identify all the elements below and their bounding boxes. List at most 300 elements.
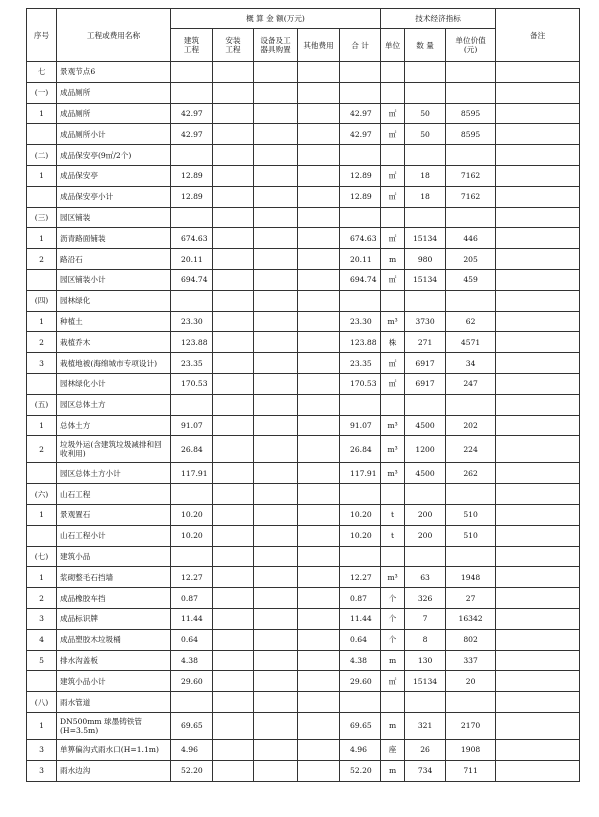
cell-equipment [254,103,298,124]
cell-name: 成品橡胶车挡 [57,588,171,609]
cell-qty: 50 [405,103,446,124]
cell-building [171,484,213,505]
cell-other [298,671,340,692]
cell-building [171,145,213,166]
cell-unit: 个 [381,588,405,609]
cell-building: 170.53 [171,373,213,394]
cell-unit-price [446,62,496,83]
cell-unit-price: 62 [446,311,496,332]
table-row [27,629,580,650]
cell-install [213,249,254,270]
cell-unit: m [381,712,405,739]
cell-building [171,82,213,103]
cell-building: 4.38 [171,650,213,671]
cell-equipment [254,82,298,103]
table-row [27,373,580,394]
cell-other [298,82,340,103]
cell-equipment [254,436,298,463]
cell-install [213,546,254,567]
cell-unit: ㎡ [381,228,405,249]
cell-other [298,629,340,650]
cell-remark [496,103,580,124]
cell-unit: m³ [381,567,405,588]
cell-seq: (六) [27,484,57,505]
cell-building: 10.20 [171,504,213,525]
cell-name: 成品厕所 [57,103,171,124]
cell-unit-price: 1908 [446,739,496,760]
cell-unit: ㎡ [381,269,405,290]
header-qty: 数 量 [405,29,446,62]
cell-unit: ㎡ [381,103,405,124]
cell-total [340,82,381,103]
cell-equipment [254,650,298,671]
cell-seq: 2 [27,332,57,353]
cell-other [298,62,340,83]
cell-name: DN500mm 球墨铸铁管(H=3.5m) [57,712,171,739]
cell-total: 170.53 [340,373,381,394]
cell-qty: 4500 [405,415,446,436]
cell-unit: 个 [381,629,405,650]
cell-install [213,588,254,609]
table-row [27,712,580,739]
cell-install [213,712,254,739]
cell-install [213,207,254,228]
cell-unit-price [446,207,496,228]
cell-remark [496,249,580,270]
header-other: 其他费用 [298,29,340,62]
cell-install [213,504,254,525]
cell-remark [496,739,580,760]
cell-qty: 7 [405,608,446,629]
cell-seq: (七) [27,546,57,567]
cell-qty: 6917 [405,353,446,374]
cell-other [298,124,340,145]
cell-qty: 200 [405,504,446,525]
cell-name: 园区铺装 [57,207,171,228]
table-row [27,311,580,332]
cell-building [171,546,213,567]
cell-name: 成品保安亭 [57,165,171,186]
cell-total: 20.11 [340,249,381,270]
cell-unit-price: 459 [446,269,496,290]
cell-equipment [254,332,298,353]
cell-other [298,739,340,760]
cell-building: 674.63 [171,228,213,249]
header-estimate-group: 概 算 金 额(万元) [171,9,381,29]
cell-other [298,484,340,505]
cell-other [298,373,340,394]
cell-install [213,82,254,103]
cell-seq: 3 [27,739,57,760]
table-row [27,567,580,588]
cell-name: 成品厕所小计 [57,124,171,145]
cell-install [213,186,254,207]
cell-unit: ㎡ [381,373,405,394]
cell-unit: m [381,650,405,671]
cell-install [213,739,254,760]
cell-unit: 座 [381,739,405,760]
cell-install [213,463,254,484]
table-row [27,463,580,484]
table-row [27,546,580,567]
cell-unit-price: 20 [446,671,496,692]
cell-qty [405,290,446,311]
cell-building: 12.27 [171,567,213,588]
cell-install [213,103,254,124]
cell-seq: 1 [27,415,57,436]
cell-other [298,249,340,270]
cell-seq: 1 [27,228,57,249]
cell-qty: 3730 [405,311,446,332]
cell-total: 23.35 [340,353,381,374]
cell-name: 雨水管道 [57,692,171,713]
cell-install [213,332,254,353]
table-row [27,415,580,436]
cell-unit [381,82,405,103]
cell-name: 山石工程 [57,484,171,505]
table-row [27,525,580,546]
cell-name: 景观节点6 [57,62,171,83]
cell-name: 园区总体土方 [57,394,171,415]
cell-install [213,124,254,145]
cell-equipment [254,207,298,228]
cell-equipment [254,373,298,394]
cell-equipment [254,62,298,83]
cell-building: 123.88 [171,332,213,353]
cell-other [298,692,340,713]
cell-install [213,629,254,650]
cell-unit: m³ [381,463,405,484]
cell-seq: 3 [27,353,57,374]
header-equipment: 设备及工 器具购置 [254,29,298,62]
cell-unit: ㎡ [381,165,405,186]
cell-unit [381,692,405,713]
cell-equipment [254,415,298,436]
cell-equipment [254,463,298,484]
cell-unit-price [446,145,496,166]
cell-qty: 18 [405,186,446,207]
cell-total [340,207,381,228]
cell-seq [27,186,57,207]
cell-other [298,269,340,290]
cell-unit-price: 510 [446,504,496,525]
cell-building: 29.60 [171,671,213,692]
cell-unit-price [446,82,496,103]
cell-unit-price: 711 [446,760,496,781]
cell-seq: (五) [27,394,57,415]
table-row [27,332,580,353]
cell-name: 雨水边沟 [57,760,171,781]
table-row [27,692,580,713]
cell-total: 4.38 [340,650,381,671]
cell-name: 园区总体土方小计 [57,463,171,484]
cell-building: 91.07 [171,415,213,436]
cell-remark [496,588,580,609]
cell-name: 栽植乔木 [57,332,171,353]
cell-name: 成品塑胶木垃圾桶 [57,629,171,650]
cell-remark [496,373,580,394]
header-remark: 备注 [496,9,580,62]
cell-unit-price: 262 [446,463,496,484]
cell-qty [405,692,446,713]
cell-install [213,353,254,374]
cell-equipment [254,692,298,713]
cell-total: 26.84 [340,436,381,463]
cell-remark [496,504,580,525]
cell-seq [27,373,57,394]
cell-remark [496,269,580,290]
cell-building [171,290,213,311]
cell-unit-price: 1948 [446,567,496,588]
cell-unit [381,290,405,311]
cell-install [213,650,254,671]
cell-total [340,145,381,166]
cell-unit: m [381,760,405,781]
cell-unit [381,394,405,415]
cell-building: 0.64 [171,629,213,650]
header-name: 工程或费用名称 [57,9,171,62]
cell-name: 浆砌整毛石挡墙 [57,567,171,588]
cell-unit [381,207,405,228]
cell-name: 成品保安亭(9㎡/2个) [57,145,171,166]
cell-qty: 130 [405,650,446,671]
table-row [27,671,580,692]
cell-install [213,484,254,505]
table-row [27,145,580,166]
table-row [27,739,580,760]
cell-building [171,692,213,713]
cell-qty: 1200 [405,436,446,463]
cell-qty: 50 [405,124,446,145]
cell-building [171,62,213,83]
cell-unit-price: 27 [446,588,496,609]
cell-name: 种植土 [57,311,171,332]
cell-unit [381,484,405,505]
cell-remark [496,311,580,332]
cell-seq [27,269,57,290]
cell-unit-price: 202 [446,415,496,436]
cell-install [213,228,254,249]
cell-unit: ㎡ [381,671,405,692]
cell-unit-price [446,394,496,415]
cell-building: 0.87 [171,588,213,609]
cell-remark [496,525,580,546]
cell-total: 117.91 [340,463,381,484]
header-install: 安装 工程 [213,29,254,62]
cell-qty [405,145,446,166]
cell-qty: 980 [405,249,446,270]
cell-seq: 5 [27,650,57,671]
cell-total: 42.97 [340,103,381,124]
cell-building: 26.84 [171,436,213,463]
cell-qty: 6917 [405,373,446,394]
cell-unit: m [381,249,405,270]
cell-install [213,145,254,166]
table-row [27,760,580,781]
cell-unit: 个 [381,608,405,629]
cell-install [213,525,254,546]
cell-remark [496,82,580,103]
cell-remark [496,394,580,415]
cell-remark [496,145,580,166]
cell-total: 12.27 [340,567,381,588]
table-row [27,228,580,249]
cell-qty: 4500 [405,463,446,484]
cell-unit-price: 224 [446,436,496,463]
cell-qty: 18 [405,165,446,186]
cell-seq: (八) [27,692,57,713]
cell-other [298,103,340,124]
cell-install [213,692,254,713]
cell-unit-price: 7162 [446,186,496,207]
cell-name: 排水沟盖板 [57,650,171,671]
table-row [27,484,580,505]
cell-building: 11.44 [171,608,213,629]
cell-remark [496,332,580,353]
cell-total: 694.74 [340,269,381,290]
cell-unit: m³ [381,311,405,332]
cell-remark [496,608,580,629]
cell-qty [405,394,446,415]
cell-equipment [254,712,298,739]
cell-remark [496,165,580,186]
cell-other [298,415,340,436]
header-unit: 单位 [381,29,405,62]
cell-name: 垃圾外运(含建筑垃圾减排和回收利用) [57,436,171,463]
cell-name: 成品厕所 [57,82,171,103]
table-row [27,269,580,290]
cell-equipment [254,145,298,166]
cell-building: 42.97 [171,124,213,145]
cell-other [298,290,340,311]
cell-qty [405,82,446,103]
cell-other [298,525,340,546]
cell-equipment [254,269,298,290]
table-row [27,504,580,525]
cell-equipment [254,484,298,505]
cell-unit-price: 337 [446,650,496,671]
cell-other [298,567,340,588]
cell-qty [405,546,446,567]
cell-building: 117.91 [171,463,213,484]
cell-seq: 1 [27,567,57,588]
cell-name: 总体土方 [57,415,171,436]
cell-other [298,504,340,525]
cell-unit-price: 7162 [446,165,496,186]
cell-seq: 3 [27,608,57,629]
cell-qty: 15134 [405,228,446,249]
cell-total: 10.20 [340,525,381,546]
cost-estimate-table [26,8,580,782]
cell-install [213,394,254,415]
cell-total [340,394,381,415]
cell-unit: ㎡ [381,186,405,207]
cell-name: 建筑小品 [57,546,171,567]
cell-other [298,353,340,374]
cell-equipment [254,546,298,567]
cell-other [298,332,340,353]
cell-seq: 3 [27,760,57,781]
table-row [27,290,580,311]
cell-unit-price: 510 [446,525,496,546]
cell-seq: (四) [27,290,57,311]
cell-qty: 321 [405,712,446,739]
cell-total [340,484,381,505]
cell-equipment [254,608,298,629]
cell-seq: 1 [27,311,57,332]
cell-remark [496,415,580,436]
cell-other [298,463,340,484]
header-tech-group: 技术经济指标 [381,9,496,29]
cell-name: 山石工程小计 [57,525,171,546]
cell-remark [496,353,580,374]
cell-qty: 326 [405,588,446,609]
cell-equipment [254,186,298,207]
cell-total: 674.63 [340,228,381,249]
cell-qty: 26 [405,739,446,760]
cell-total: 69.65 [340,712,381,739]
header-seq: 序号 [27,9,57,62]
cell-building: 42.97 [171,103,213,124]
cell-total: 29.60 [340,671,381,692]
table-row [27,186,580,207]
cell-other [298,145,340,166]
cell-equipment [254,394,298,415]
cell-equipment [254,760,298,781]
cell-remark [496,671,580,692]
header-building: 建筑 工程 [171,29,213,62]
cell-remark [496,124,580,145]
cell-seq: (三) [27,207,57,228]
cell-total: 4.96 [340,739,381,760]
cell-building: 69.65 [171,712,213,739]
cell-seq: 2 [27,249,57,270]
cell-seq: (二) [27,145,57,166]
cell-building: 10.20 [171,525,213,546]
cell-equipment [254,124,298,145]
cell-qty: 15134 [405,671,446,692]
cell-equipment [254,671,298,692]
cell-name: 成品保安亭小计 [57,186,171,207]
cell-qty: 63 [405,567,446,588]
cell-seq [27,463,57,484]
table-row [27,165,580,186]
table-row [27,62,580,83]
table-row [27,82,580,103]
cell-unit-price: 8595 [446,124,496,145]
cell-seq: 1 [27,712,57,739]
cell-unit: ㎡ [381,353,405,374]
cell-total [340,290,381,311]
cell-remark [496,436,580,463]
table-row [27,394,580,415]
cell-total: 123.88 [340,332,381,353]
cell-equipment [254,525,298,546]
table-row [27,608,580,629]
cell-unit-price [446,546,496,567]
cell-remark [496,692,580,713]
cell-remark [496,290,580,311]
cell-seq: (一) [27,82,57,103]
cell-unit: m³ [381,415,405,436]
cell-remark [496,712,580,739]
cell-building: 23.30 [171,311,213,332]
cell-total [340,546,381,567]
table-body [27,62,580,782]
cell-equipment [254,311,298,332]
cell-unit: 株 [381,332,405,353]
table-row [27,103,580,124]
